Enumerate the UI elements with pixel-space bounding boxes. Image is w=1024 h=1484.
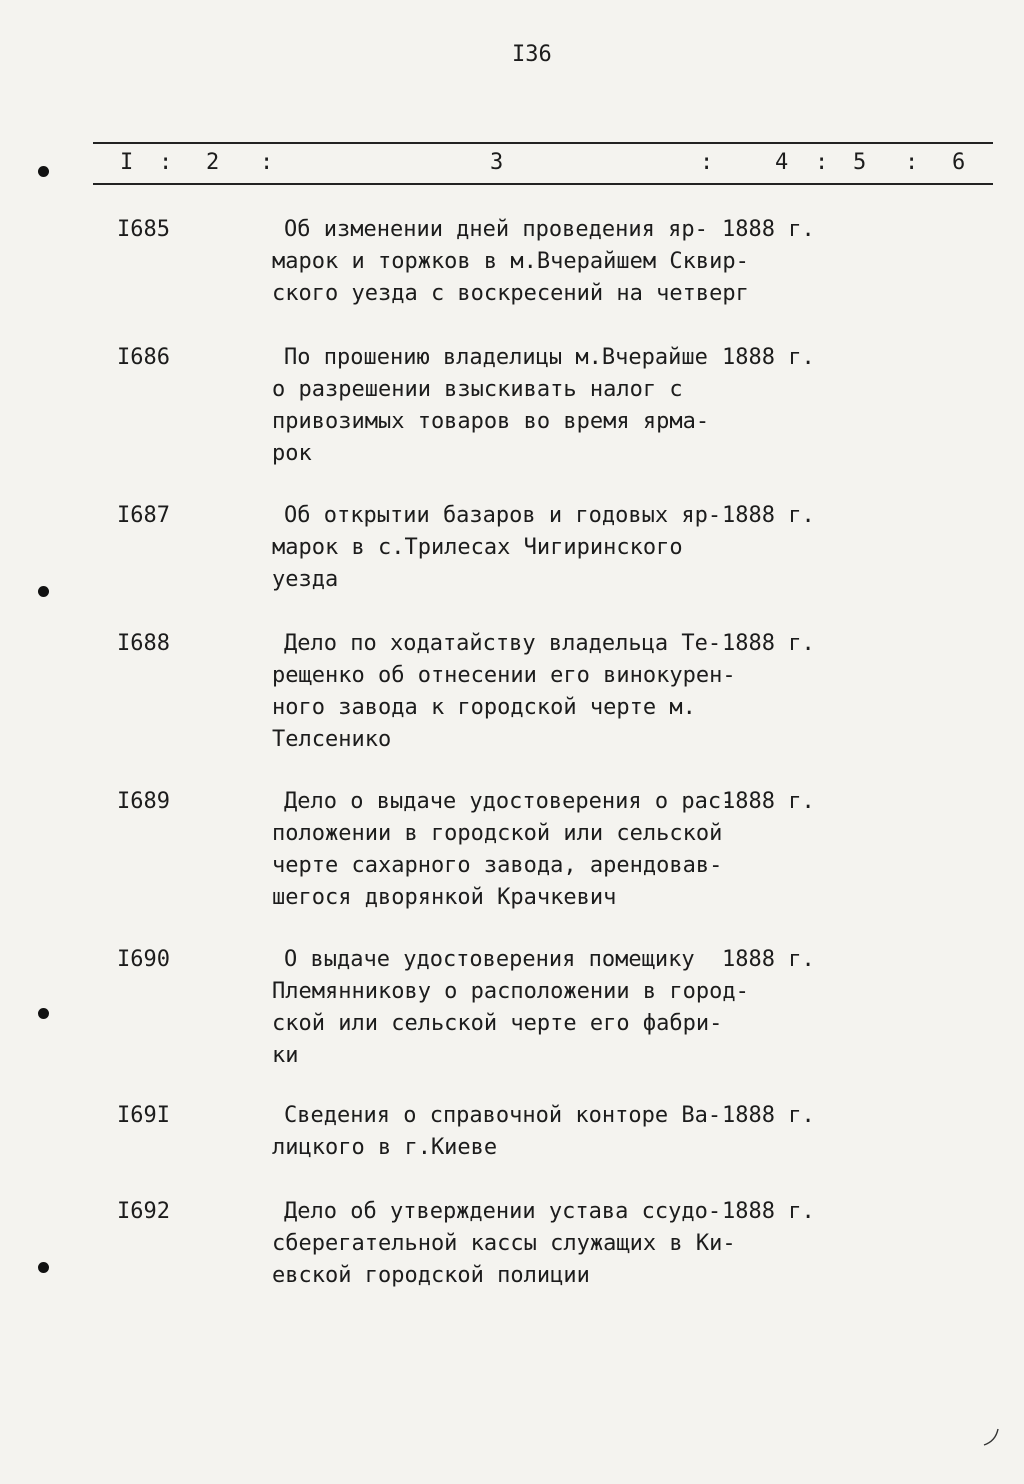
- header-bottom-rule: [93, 183, 993, 185]
- punch-hole: [38, 1008, 49, 1019]
- column-header-3: 3: [490, 150, 504, 175]
- description-line: уезда: [272, 567, 339, 592]
- column-separator: :: [700, 150, 714, 175]
- column-header-6: 6: [952, 150, 966, 175]
- page-number: I36: [512, 42, 552, 67]
- punch-hole: [38, 586, 49, 597]
- description-line: ного завода к городской черте м.: [272, 695, 696, 720]
- entry-date: 1888 г.: [722, 789, 815, 814]
- column-header-4: 4: [775, 150, 789, 175]
- entry-description: [272, 1196, 736, 1292]
- description-line: шегося дворянкой Крачкевич: [272, 885, 617, 910]
- entry-number: I687: [117, 503, 170, 528]
- column-separator: :: [905, 150, 919, 175]
- description-line: Дело об утверждении устава ссудо-: [284, 1199, 722, 1224]
- description-line: О выдаче удостоверения помещику: [284, 947, 695, 972]
- punch-hole: [38, 1262, 49, 1273]
- entry-number: I69I: [117, 1103, 170, 1128]
- entry-date: 1888 г.: [722, 631, 815, 656]
- entry-description: [272, 214, 749, 310]
- column-header-2: 2: [206, 150, 220, 175]
- description-line: евской городской полиции: [272, 1263, 590, 1288]
- description-line: Дело по ходатайству владельца Те-: [284, 631, 722, 656]
- description-line: лицкого в г.Киеве: [272, 1135, 498, 1160]
- description-line: Племянникову о расположении в город-: [272, 979, 749, 1004]
- pen-mark: [980, 1425, 1004, 1449]
- entry-date: 1888 г.: [722, 1199, 815, 1224]
- column-separator: :: [260, 150, 274, 175]
- entry-number: I690: [117, 947, 170, 972]
- description-line: марок и торжков в м.Вчерайшем Сквир-: [272, 249, 749, 274]
- entry-number: I686: [117, 345, 170, 370]
- description-line: ской или сельской черте его фабри-: [272, 1011, 723, 1036]
- column-separator: :: [815, 150, 829, 175]
- entry-number: I692: [117, 1199, 170, 1224]
- column-separator: :: [159, 150, 173, 175]
- entry-number: I689: [117, 789, 170, 814]
- description-line: Об изменении дней проведения яр-: [284, 217, 708, 242]
- entry-description: [272, 1100, 732, 1164]
- description-line: Об открытии базаров и годовых яр-: [284, 503, 722, 528]
- description-line: Сведения о справочной конторе Ва-: [284, 1103, 722, 1128]
- description-line: о разрешении взыскивать налог с: [272, 377, 683, 402]
- entry-number: I685: [117, 217, 170, 242]
- entry-description: [272, 342, 732, 470]
- description-line: Телсенико: [272, 727, 392, 752]
- description-line: рок: [272, 441, 312, 466]
- column-header-1: I: [120, 150, 134, 175]
- entry-description: [272, 500, 732, 596]
- description-line: черте сахарного завода, арендовав-: [272, 853, 723, 878]
- description-line: марок в с.Трилесах Чигиринского: [272, 535, 683, 560]
- entry-date: 1888 г.: [722, 217, 815, 242]
- description-line: Дело о выдаче удостоверения о рас-: [284, 789, 735, 814]
- header-top-rule: [93, 142, 993, 144]
- entry-description: [272, 628, 736, 756]
- description-line: рещенко об отнесении его винокурен-: [272, 663, 736, 688]
- description-line: По прошению владелицы м.Вчерайше: [284, 345, 708, 370]
- entry-description: [272, 944, 749, 1072]
- entry-description: [272, 786, 735, 914]
- entry-date: 1888 г.: [722, 1103, 815, 1128]
- entry-date: 1888 г.: [722, 503, 815, 528]
- punch-hole: [38, 166, 49, 177]
- entry-date: 1888 г.: [722, 947, 815, 972]
- description-line: ки: [272, 1043, 299, 1068]
- description-line: ского уезда с воскресений на четверг: [272, 281, 749, 306]
- description-line: привозимых товаров во время ярма-: [272, 409, 710, 434]
- entry-date: 1888 г.: [722, 345, 815, 370]
- description-line: сберегательной кассы служащих в Ки-: [272, 1231, 736, 1256]
- entry-number: I688: [117, 631, 170, 656]
- column-header-5: 5: [853, 150, 867, 175]
- description-line: положении в городской или сельской: [272, 821, 723, 846]
